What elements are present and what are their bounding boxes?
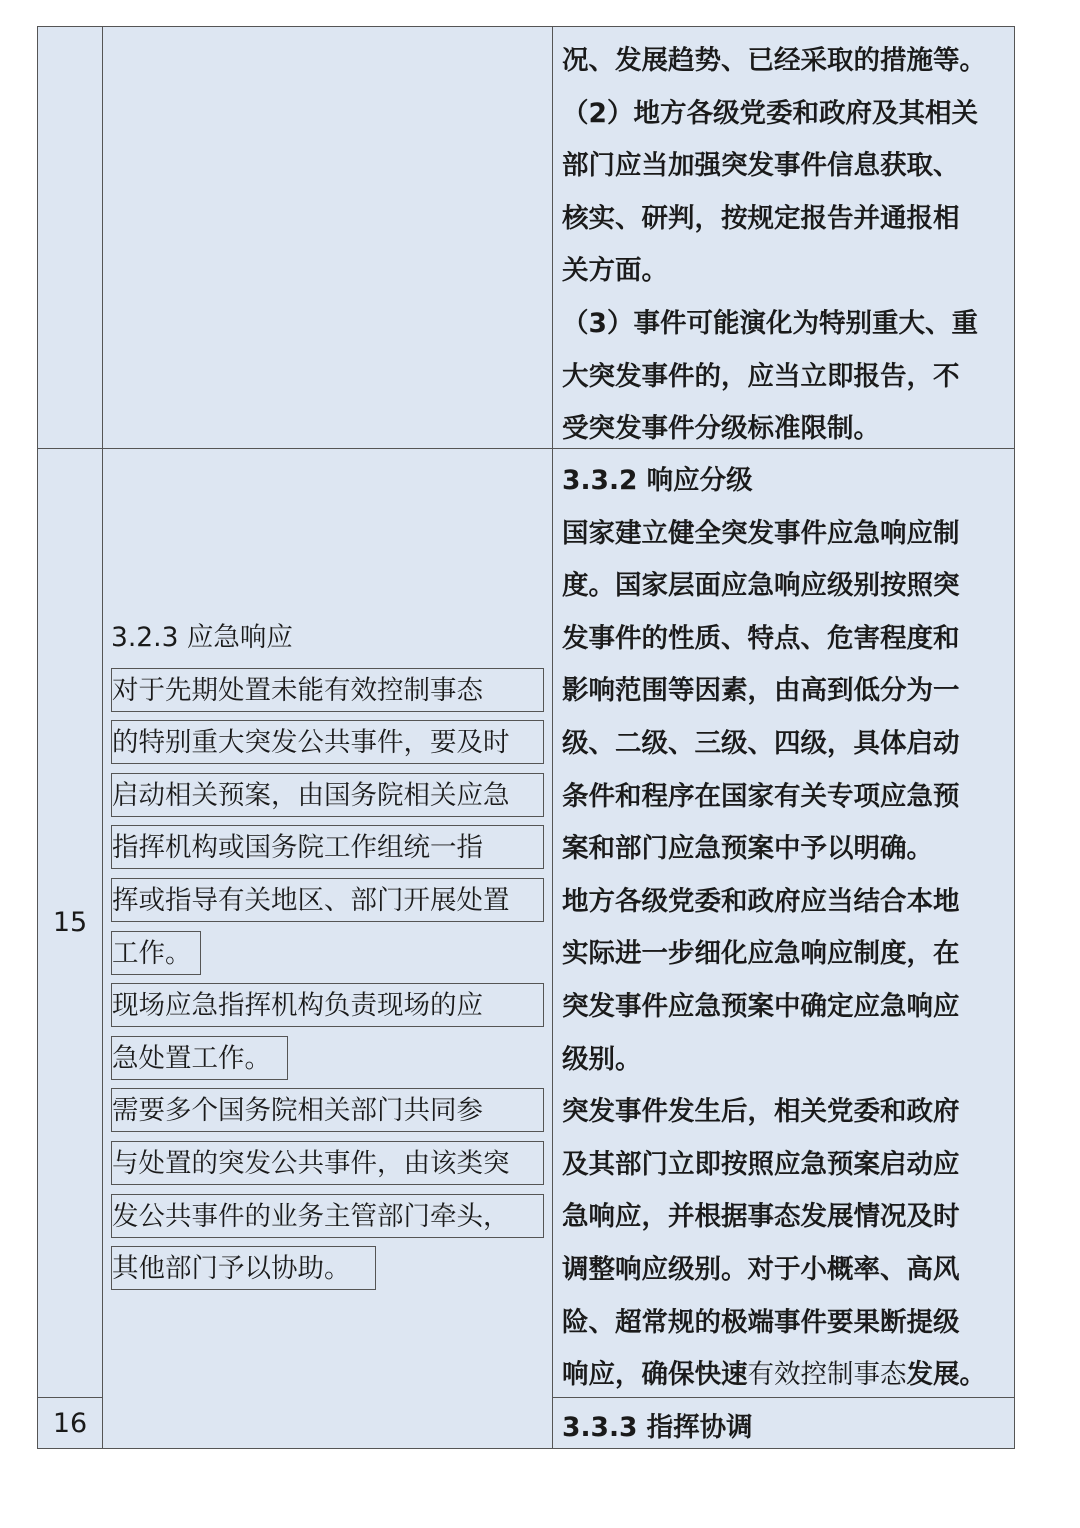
text-line: 指挥机构或国务院工作组统一指	[111, 825, 544, 869]
text-line: 突发事件应急预案中确定应急响应	[562, 990, 960, 1022]
text-line: 对于先期处置未能有效控制事态	[111, 668, 544, 712]
text-line: 国家建立健全突发事件应急响应制	[562, 517, 960, 549]
text-line: 发事件的性质、特点、危害程度和	[562, 622, 960, 654]
normal-segment: 有效控制事态	[747, 1359, 907, 1391]
text-line: 条件和程序在国家有关专项应急预	[562, 780, 960, 812]
text-line: 与处置的突发公共事件，由该类突	[111, 1141, 544, 1185]
section-heading: 3.3.3 指挥协调	[562, 1412, 753, 1443]
text-line: 案和部门应急预案中予以明确。	[562, 833, 933, 865]
text-line	[562, 1349, 1014, 1402]
text-line: 其他部门予以协助。	[111, 1246, 376, 1290]
bold-segment: 响应，确保快速	[562, 1359, 748, 1391]
text-line: 实际进一步细化应急响应制度，在	[562, 938, 960, 970]
text-line: 及其部门立即按照应急预案启动应	[562, 1148, 960, 1180]
text-line: 受突发事件分级标准限制。	[562, 413, 880, 445]
text-line: 地方各级党委和政府应当结合本地	[562, 885, 960, 917]
text-line: 急响应，并根据事态发展情况及时	[562, 1201, 960, 1233]
text-line: 急处置工作。	[111, 1036, 288, 1080]
text-line: 启动相关预案，由国务院相关应急	[111, 773, 544, 817]
comparison-table	[37, 26, 1015, 1449]
row-number: 16	[52, 1408, 88, 1439]
text-line: 级别。	[562, 1043, 642, 1075]
bold-segment: 发展。	[906, 1359, 986, 1391]
text-line: 挥或指导有关地区、部门开展处置	[111, 878, 544, 922]
text-line: 发公共事件的业务主管部门牵头，	[111, 1194, 544, 1238]
text-line: 度。国家层面应急响应级别按照突	[562, 570, 960, 602]
text-line: （3）事件可能演化为特别重大、重	[562, 307, 978, 339]
text-line: （2）地方各级党委和政府及其相关	[562, 97, 978, 129]
text-line: 关方面。	[562, 255, 668, 287]
text-line: 影响范围等因素，由高到低分为一	[562, 675, 960, 707]
row15-middle-cell	[111, 612, 551, 1296]
text-line: 核实、研判，按规定报告并通报相	[562, 202, 960, 234]
text-line: 调整响应级别。对于小概率、高风	[562, 1253, 960, 1285]
section-heading: 3.2.3 应急响应	[111, 622, 293, 653]
text-line: 险、超常规的极端事件要果断提级	[562, 1306, 960, 1338]
row16-right-cell	[552, 1402, 1014, 1455]
text-line: 部门应当加强突发事件信息获取、	[562, 150, 960, 182]
text-line: 工作。	[111, 931, 201, 975]
text-line: 突发事件发生后，相关党委和政府	[562, 1096, 960, 1128]
column-divider	[102, 27, 103, 1448]
text-line: 需要多个国务院相关部门共同参	[111, 1088, 544, 1132]
row15-right-cell	[552, 455, 1014, 1402]
section-heading: 3.3.2 响应分级	[562, 465, 753, 496]
text-line: 大突发事件的，应当立即报告，不	[562, 360, 960, 392]
row-number: 15	[52, 907, 88, 938]
text-line: 况、发展趋势、已经采取的措施等。	[562, 45, 986, 76]
text-line: 的特别重大突发公共事件，要及时	[111, 720, 544, 764]
text-line: 现场应急指挥机构负责现场的应	[111, 983, 544, 1027]
row-divider	[38, 1397, 102, 1398]
text-line: 级、二级、三级、四级，具体启动	[562, 727, 960, 759]
top-row-right-cell	[552, 35, 1014, 456]
